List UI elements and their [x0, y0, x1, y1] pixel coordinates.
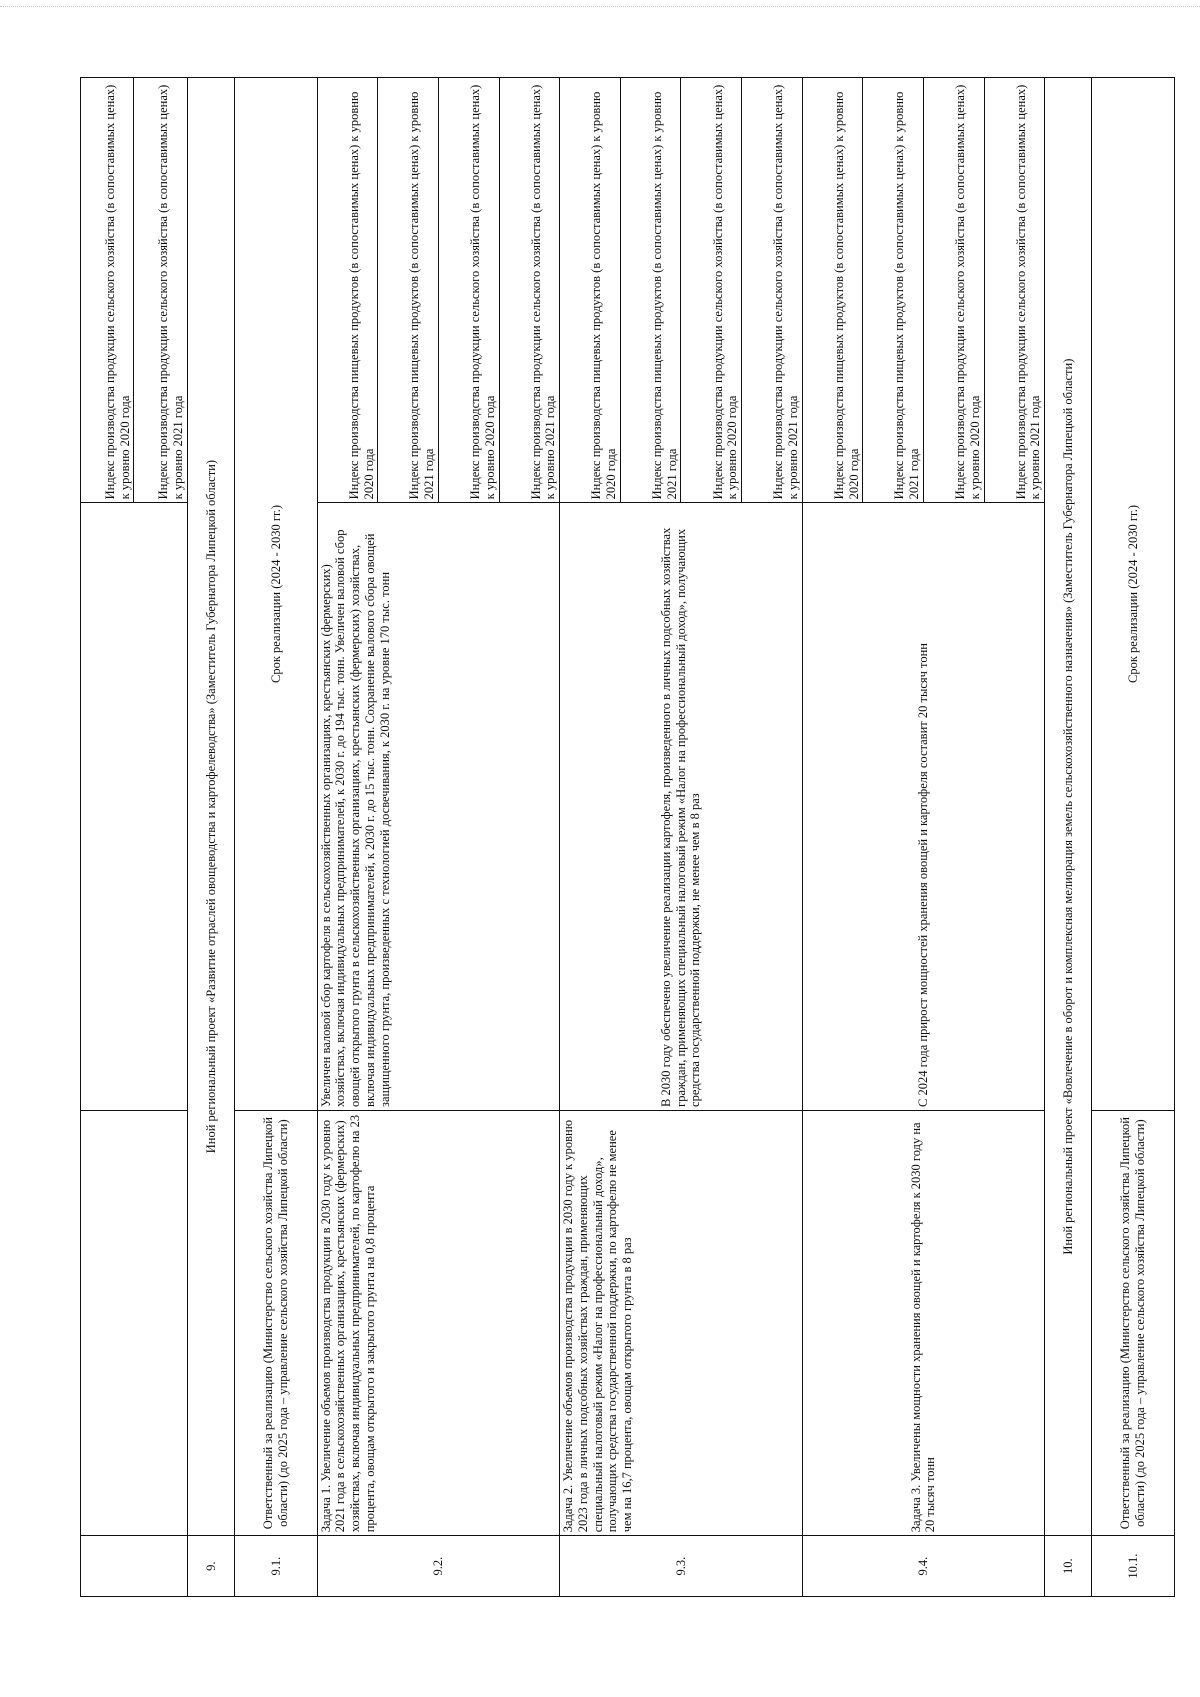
indicator: Индекс производства пищевых продуктов (в сопоставимых ценах) к уровню 2020 года [803, 78, 864, 502]
result-cell: Увеличен валовой сбор картофеля в сельскохозяйственных организациях, крестьянских (фермерских) хозяйствах, включая индивидуальных предпринимателей, к 2030 г. до 194 тыс. тонн. Увеличен валовой сбор овощей открытого грунта в сельскохозяйственных организациях, крестьянских (фермерских) хозяйствах, включая индивидуальных предпринимателей, к 2030 г. до 15 тыс. тонн. Сохранение валового сбора овощей защищенного грунта, произведенных с технологией досвечивания, к 2030 г. на уровне 170 тыс. тонн [317, 503, 559, 1111]
row-number: 9.4. [802, 1536, 1044, 1597]
indicators-cell [317, 78, 559, 503]
table-row [317, 78, 559, 1597]
table-row [560, 78, 802, 1597]
result-cell: С 2024 года прирост мощностей хранения овощей и картофеля составит 20 тысяч тонн [802, 503, 1044, 1111]
table-row [235, 78, 318, 1597]
section-row-9 [187, 78, 234, 1597]
indicators-cell [802, 78, 1044, 503]
indicator: Индекс производства продукции сельского хозяйства (в сопоставимых ценах) к уровню 2020 года [439, 78, 500, 502]
indicators-cell [560, 78, 802, 503]
task-cell: Задача 2. Увеличение объемов производства продукции в 2030 году к уровню 2023 года в личных подсобных хозяйствах граждан, применяющих специальный налоговый режим «Налог на профессиональный доход», получающих средства государственной поддержки, по картофелю не менее чем на 16,7 процента, овощам открытого грунта в 8 раз [560, 1110, 802, 1535]
indicator: Индекс производства пищевых продуктов (в сопоставимых ценах) к уровню 2020 года [318, 78, 379, 502]
indicator: Индекс производства продукции сельского хозяйства (в сопоставимых ценах) к уровню 2021 года [771, 84, 800, 500]
row-number: 9.3. [560, 1536, 802, 1597]
section-number: 9. [187, 1536, 234, 1597]
indicator: Индекс производства продукции сельского хозяйства (в сопоставимых ценах) к уровню 2021 года [528, 84, 558, 500]
indicator: Индекс производства пищевых продуктов (в сопоставимых ценах) к уровню 2021 года [863, 78, 924, 502]
task-cell: Задача 3. Увеличены мощности хранения овощей и картофеля к 2030 году на 20 тысяч тонн [802, 1110, 1044, 1535]
indicator: Индекс производства пищевых продуктов (в сопоставимых ценах) к уровню 2021 года [378, 78, 439, 502]
indicator: Индекс производства продукции сельского хозяйства (в сопоставимых ценах) к уровню 2021 года [156, 84, 186, 500]
result-cell [81, 503, 188, 1111]
program-table [80, 77, 1175, 1597]
indicator: Индекс производства продукции сельского хозяйства (в сопоставимых ценах) к уровню 2020 года [681, 78, 742, 502]
section-number: 10. [1045, 1536, 1092, 1597]
table-row [81, 78, 188, 1597]
result-cell: В 2030 году обеспечено увеличение реализации картофеля, произведенного в личных подсобных хозяйствах граждан, применяющих специальный налоговый режим «Налог на профессиональный доход», получающих средства государственной поддержки, не менее чем в 8 раз [560, 503, 802, 1111]
task-cell: Задача 1. Увеличение объемов производства продукции в 2030 году к уровню 2021 года в сельскохозяйственных организациях, крестьянских (фермерских) хозяйствах, включая индивидуальных предпринимателей, по картофелю на 23 процента, овощам открытого и закрытого грунта на 0,8 процента [317, 1110, 559, 1535]
indicator: Индекс производства продукции сельского хозяйства (в сопоставимых ценах) к уровню 2021 года [1013, 84, 1043, 500]
row-number: 10.1. [1092, 1536, 1175, 1597]
scan-edge [0, 6, 1200, 7]
row-number: 9.1. [235, 1536, 318, 1597]
responsible-cell: Ответственный за реализацию (Министерство сельского хозяйства Липецкой области) (до 2025 года – управление сельского хозяйства Липецкой области) [1092, 1110, 1175, 1535]
indicator: Индекс производства пищевых продуктов (в сопоставимых ценах) к уровню 2020 года [560, 78, 621, 502]
indicators-cell [81, 78, 188, 503]
row-number: 9.2. [317, 1536, 559, 1597]
num-cell [81, 1536, 188, 1597]
section-title: Иной региональный проект «Развитие отраслей овощеводства и картофелеводства» (Заместитель Губернатора Липецкой области) [187, 78, 234, 1536]
period-cell: Срок реализации (2024 - 2030 гг.) [235, 78, 318, 1111]
period-cell: Срок реализации (2024 - 2030 гг.) [1092, 78, 1175, 1111]
indicator: Индекс производства продукции сельского хозяйства (в сопоставимых ценах) к уровню 2020 года [81, 78, 134, 502]
section-title: Иной региональный проект «Вовлечение в оборот и комплексная мелиорация земель сельскохозяйственного назначения» (Заместитель Губернатора Липецкой области) [1045, 78, 1092, 1536]
indicator: Индекс производства продукции сельского хозяйства (в сопоставимых ценах) к уровню 2020 года [924, 78, 985, 502]
table-row [1092, 78, 1175, 1597]
indicator: Индекс производства пищевых продуктов (в сопоставимых ценах) к уровню 2021 года [621, 78, 682, 502]
rotated-page [80, 77, 1175, 1597]
section-row-10 [1045, 78, 1092, 1597]
responsible-cell: Ответственный за реализацию (Министерство сельского хозяйства Липецкой области) (до 2025 года – управление сельского хозяйства Липецкой области) [235, 1110, 318, 1535]
task-cell [81, 1110, 188, 1535]
table-row [802, 78, 1044, 1597]
